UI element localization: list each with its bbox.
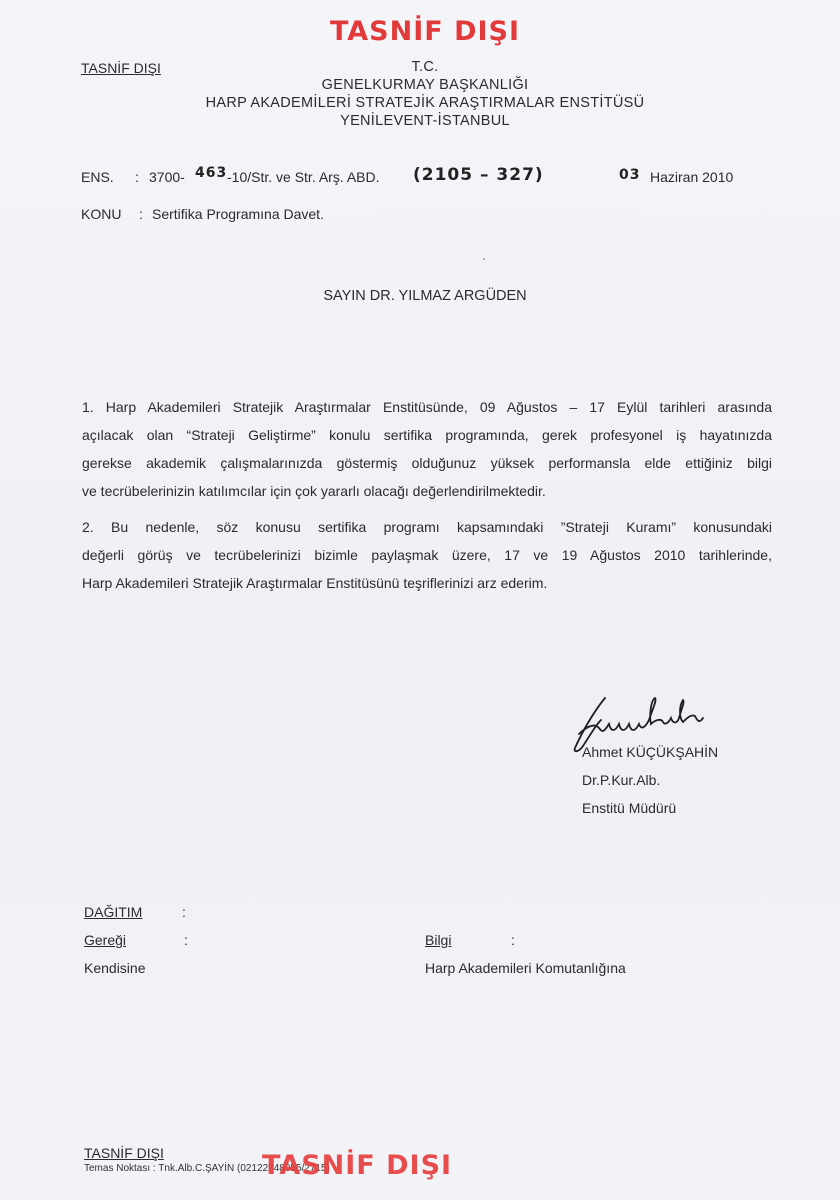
reference-hand-code: (2105 – 327) <box>413 165 544 185</box>
distribution-action-item: Kendisine <box>84 960 146 976</box>
classification-stamp-top: TASNİF DIŞI <box>329 16 521 47</box>
body-paragraph-2-line-1: 2. Bu nedenle, söz konusu sertifika programı kapsamındaki ”Strateji Kuramı” konusundaki <box>82 519 772 535</box>
distribution-action-label: Gereği : <box>84 932 188 948</box>
distribution-info-item: Harp Akademileri Komutanlığına <box>425 960 626 976</box>
signatory-rank: Dr.P.Kur.Alb. <box>582 772 661 788</box>
distribution-info-label: Bilgi : <box>425 932 515 948</box>
classification-label-bottom: TASNİF DIŞI <box>84 1145 164 1161</box>
date-hand-day: 03 <box>619 167 641 183</box>
date-month-year: Haziran 2010 <box>650 169 734 185</box>
body-paragraph-1-line-4: ve tecrübelerinizin katılımcılar için çok yararlı olacağı değerlendirilmektedir. <box>82 483 546 499</box>
reference-hand-number: 463 <box>195 165 228 181</box>
subject-separator: : <box>139 206 143 222</box>
signatory-title: Enstitü Müdürü <box>582 800 677 816</box>
body-paragraph-2-line-3: Harp Akademileri Stratejik Araştırmalar Enstitüsünü teşriflerinizi arz ederim. <box>82 575 548 591</box>
classification-label-top: TASNİF DIŞI <box>81 60 161 76</box>
body-paragraph-2-line-2: değerli görüş ve tecrübelerinizi bizimle paylaşmak üzere, 17 ve 19 Ağustos 2010 tarihlerinde, <box>82 547 772 563</box>
classification-stamp-bottom: TASNİF DIŞI <box>262 1150 453 1181</box>
subject-label: KONU <box>81 206 122 222</box>
header-tc: T.C. <box>411 59 439 75</box>
distribution-heading: DAĞITIM : <box>84 904 186 920</box>
header-institute: HARP AKADEMİLERİ STRATEJİK ARAŞTIRMALAR ENSTİTÜSÜ <box>205 95 645 111</box>
header-organization: GENELKURMAY BAŞKANLIĞI <box>321 77 529 93</box>
signatory-name: Ahmet KÜÇÜKŞAHİN <box>582 744 719 760</box>
reference-prefix: 3700- <box>149 169 185 185</box>
body-paragraph-1-line-3: gerekse akademik çalışmalarınızda göstermiş olduğunuz yüksek performansla elde ettiğiniz bilgi <box>82 455 772 471</box>
reference-separator: : <box>135 169 139 185</box>
body-paragraph-1-line-2: açılacak olan “Strateji Geliştirme” konulu sertifika programında, gerek profesyonel iş hayatınızda <box>82 427 772 443</box>
subject-text: Sertifika Programına Davet. <box>152 206 324 222</box>
contact-point: Temas Noktası : Tnk.Alb.C.ŞAYİN (02122848055/2715) <box>84 1163 330 1174</box>
reference-label: ENS. <box>81 169 114 185</box>
body-paragraph-1-line-1: 1. Harp Akademileri Stratejik Araştırmalar Enstitüsünde, 09 Ağustos – 17 Eylül tarihleri arasında <box>82 399 772 415</box>
reference-suffix: -10/Str. ve Str. Arş. ABD. <box>227 169 380 185</box>
header-location: YENİLEVENT-İSTANBUL <box>340 113 510 129</box>
salutation: SAYIN DR. YILMAZ ARGÜDEN <box>323 288 527 304</box>
